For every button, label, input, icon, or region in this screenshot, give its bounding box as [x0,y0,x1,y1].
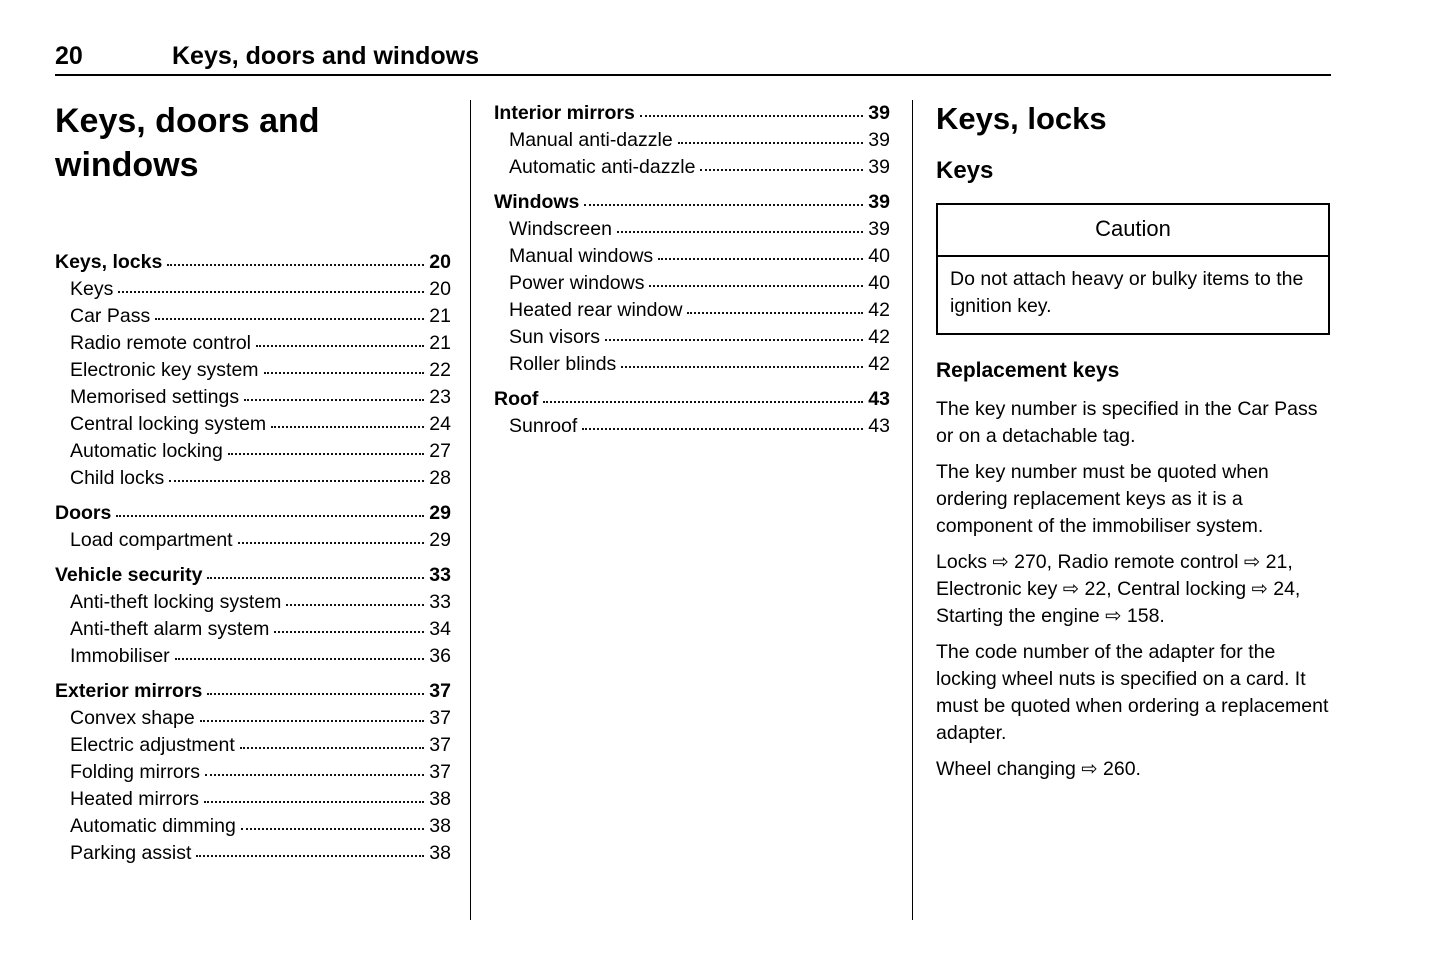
toc-entry-page: 37 [429,680,451,703]
page-number: 20 [55,42,83,70]
toc-entry-page: 29 [429,529,451,552]
dot-leader [678,142,864,144]
toc-entry-label: Vehicle security [55,564,203,587]
dot-leader [700,169,863,171]
toc-group [55,249,451,492]
toc-entry-label: Doors [55,502,112,525]
toc-entry-label: Memorised settings [70,386,240,409]
toc-entry-label: Load compartment [70,529,233,552]
dot-leader [687,312,863,314]
toc-entry-label: Interior mirrors [494,102,635,124]
toc-entry [55,384,451,411]
paragraph: Wheel changing ⇨ 260. [936,758,1141,781]
toc-column-2 [494,100,890,448]
header-rule [55,74,1331,76]
toc-entry-page: 37 [429,761,451,784]
toc-entry-label: Windscreen [509,218,612,240]
toc-entry-page: 34 [429,618,451,641]
toc-entry-page: 42 [868,326,890,348]
toc-entry [55,357,451,384]
replacement-keys-heading: Replacement keys [936,359,1120,383]
toc-entry [55,500,451,527]
toc-entry-label: Electric adjustment [70,734,235,757]
toc-entry-page: 37 [429,734,451,757]
toc-entry-page: 21 [429,332,451,355]
toc-entry [494,413,890,440]
toc-entry-page: 40 [868,245,890,267]
toc-entry-label: Convex shape [70,707,195,730]
toc-entry-page: 38 [429,788,451,811]
dot-leader [241,828,424,830]
dot-leader [658,258,863,260]
toc-entry-page: 40 [868,272,890,294]
toc-entry [494,351,890,378]
toc-entry-label: Manual anti-dazzle [509,129,673,151]
dot-leader [196,855,424,857]
dot-leader [175,658,425,660]
dot-leader [155,318,424,320]
content-column [936,100,1330,783]
toc-entry-label: Exterior mirrors [55,680,203,703]
toc-entry-label: Heated rear window [509,299,683,321]
dot-leader [605,339,863,341]
toc-entry [55,643,451,670]
toc-entry-page: 42 [868,353,890,375]
dot-leader [200,720,425,722]
toc-entry-label: Child locks [70,467,165,490]
dot-leader [167,264,424,266]
toc-entry [55,732,451,759]
toc-entry-label: Automatic anti-dazzle [509,156,696,178]
dot-leader [543,401,863,403]
toc-entry-page: 22 [429,359,451,382]
toc-entry-label: Power windows [509,272,645,294]
dot-leader [204,801,424,803]
dot-leader [118,291,424,293]
toc-entry-label: Central locking system [70,413,267,436]
toc-entry-page: 39 [868,191,890,213]
dot-leader [621,366,863,368]
toc-entry-page: 37 [429,707,451,730]
toc-entry [494,386,890,413]
toc-entry-page: 27 [429,440,451,463]
toc-entry [55,678,451,705]
body-paragraphs [936,396,1330,783]
dot-leader [271,426,424,428]
toc-entry-page: 39 [868,129,890,151]
caution-title: Caution [938,205,1328,257]
toc-column-1 [55,100,451,875]
toc-group [55,500,451,554]
toc-group [55,678,451,867]
toc-entry-label: Roof [494,388,539,410]
dot-leader [264,372,425,374]
dot-leader [169,480,424,482]
toc-entry-label: Radio remote control [70,332,252,355]
toc-entry [55,276,451,303]
toc-group [55,562,451,670]
toc-entry-page: 39 [868,102,890,124]
dot-leader [228,453,424,455]
table-of-contents-left [55,249,451,867]
toc-entry-page: 33 [429,564,451,587]
toc-entry [494,189,890,216]
toc-group [494,100,890,181]
toc-entry-page: 28 [429,467,451,490]
dot-leader [286,604,424,606]
dot-leader [584,204,863,206]
column-divider [912,100,913,920]
dot-leader [649,285,863,287]
toc-entry [55,411,451,438]
toc-entry [494,324,890,351]
toc-entry-label: Anti-theft locking system [70,591,282,614]
toc-entry-page: 21 [429,305,451,328]
toc-entry-page: 38 [429,842,451,865]
toc-entry-page: 33 [429,591,451,614]
toc-entry-page: 42 [868,299,890,321]
paragraph: The key number is specified in the Car Pass or on a detachable tag. [936,398,1318,448]
dot-leader [205,774,424,776]
toc-entry-page: 39 [868,156,890,178]
toc-entry-page: 43 [868,388,890,410]
toc-entry [494,270,890,297]
toc-entry [55,786,451,813]
toc-entry [55,813,451,840]
caution-body: Do not attach heavy or bulky items to the ignition key. [950,268,1304,318]
paragraph: The code number of the adapter for the locking wheel nuts is specified on a card. It must be quoted when ordering a replacement adapter. [936,641,1329,745]
chapter-title: Keys, doors and windows [172,42,479,70]
toc-entry-page: 39 [868,218,890,240]
toc-entry [55,249,451,276]
toc-entry-label: Keys [70,278,114,301]
column-divider [470,100,471,920]
dot-leader [582,428,863,430]
toc-entry-page: 43 [868,415,890,437]
toc-entry [55,616,451,643]
toc-group [494,189,890,378]
toc-chapter-title: Keys, doors and windows [55,102,320,184]
toc-entry [55,562,451,589]
toc-entry [55,527,451,554]
toc-entry-label: Heated mirrors [70,788,199,811]
toc-entry-page: 23 [429,386,451,409]
caution-box [936,203,1330,335]
paragraph: Locks ⇨ 270, Radio remote control ⇨ 21, Electronic key ⇨ 22, Central locking ⇨ 24, Starting the engine ⇨ 158. [936,551,1301,628]
keys-heading: Keys [936,157,994,185]
toc-entry [55,759,451,786]
dot-leader [640,115,863,117]
toc-entry [494,216,890,243]
toc-entry [55,705,451,732]
toc-entry-label: Folding mirrors [70,761,201,784]
toc-entry [55,465,451,492]
toc-entry-label: Electronic key system [70,359,259,382]
dot-leader [617,231,863,233]
toc-entry-label: Keys, locks [55,251,163,274]
toc-entry [55,330,451,357]
dot-leader [240,747,425,749]
toc-entry [494,243,890,270]
paragraph: The key number must be quoted when ordering replacement keys as it is a component of the immobiliser system. [936,461,1269,538]
toc-entry-label: Automatic dimming [70,815,236,838]
dot-leader [238,542,425,544]
toc-entry [55,438,451,465]
toc-entry [55,589,451,616]
section-title: Keys, locks [936,101,1107,136]
toc-entry-page: 36 [429,645,451,668]
toc-entry [494,297,890,324]
dot-leader [207,577,424,579]
toc-entry-label: Manual windows [509,245,654,267]
toc-entry-label: Windows [494,191,580,213]
dot-leader [244,399,424,401]
toc-entry-label: Car Pass [70,305,151,328]
toc-group [494,386,890,440]
toc-entry [494,154,890,181]
dot-leader [207,693,424,695]
toc-entry-label: Sunroof [509,415,578,437]
toc-entry-label: Automatic locking [70,440,223,463]
toc-entry [55,840,451,867]
toc-entry-label: Anti-theft alarm system [70,618,270,641]
table-of-contents-right [494,100,890,440]
toc-entry-label: Sun visors [509,326,601,348]
toc-entry [494,100,890,127]
dot-leader [116,515,424,517]
toc-entry-page: 20 [429,278,451,301]
dot-leader [256,345,424,347]
toc-entry-label: Roller blinds [509,353,617,375]
toc-entry [55,303,451,330]
toc-entry-page: 38 [429,815,451,838]
toc-entry-label: Parking assist [70,842,192,865]
toc-entry-page: 24 [429,413,451,436]
dot-leader [274,631,424,633]
toc-entry-page: 29 [429,502,451,525]
toc-entry-page: 20 [429,251,451,274]
toc-entry-label: Immobiliser [70,645,170,668]
toc-entry [494,127,890,154]
